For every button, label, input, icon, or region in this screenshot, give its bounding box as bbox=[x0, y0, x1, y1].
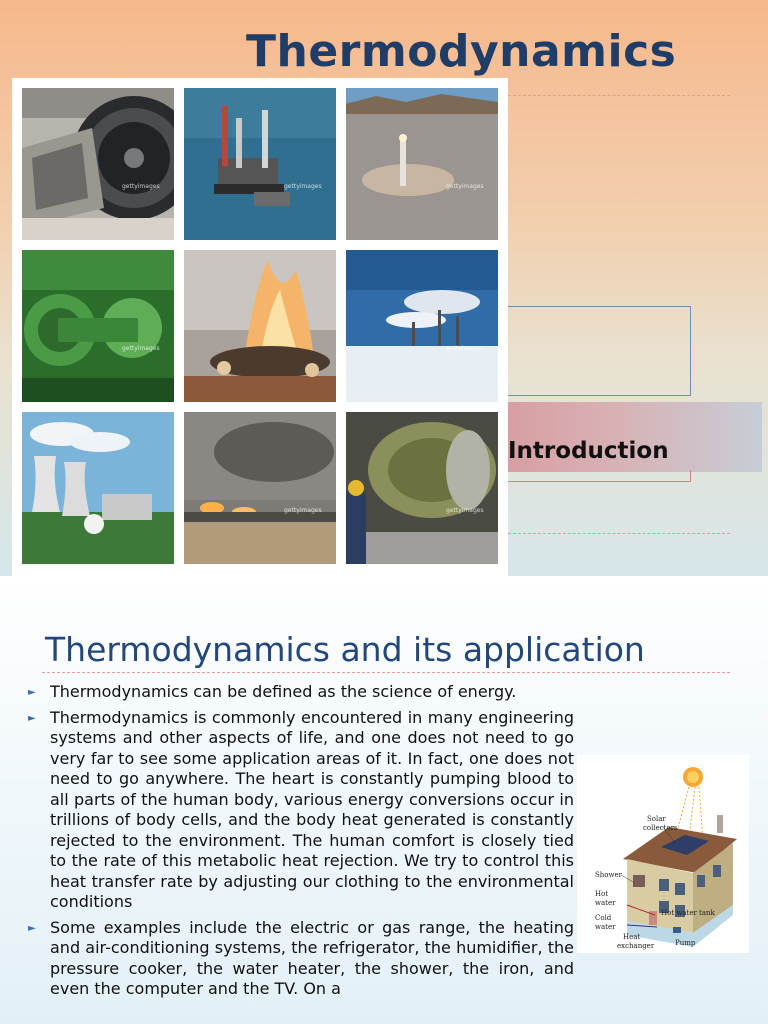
solar-tower-photo bbox=[346, 88, 498, 240]
svg-text:gettyimages: gettyimages bbox=[446, 183, 484, 190]
bullet-text: Some examples include the electric or gas range, the heating and air-conditioning systems, the refrigerator, the humidifier, the pressure cooker, the water heater, the shower, the iron, and even the computer and the TV. On a bbox=[50, 917, 574, 998]
content-slide bbox=[0, 576, 768, 1024]
content-title: Thermodynamics and its application bbox=[45, 630, 645, 669]
svg-text:gettyimages: gettyimages bbox=[284, 183, 322, 190]
cooling-towers-photo bbox=[22, 412, 174, 564]
label-hot-water: water bbox=[595, 899, 616, 907]
bullet-item bbox=[26, 918, 574, 1000]
sun-icon bbox=[683, 767, 703, 787]
bullet-text: Thermodynamics can be defined as the science of energy. bbox=[50, 682, 517, 701]
bullet-arrow-icon: ► bbox=[28, 922, 36, 934]
bullet-arrow-icon: ► bbox=[28, 687, 36, 698]
label-hot: Hot bbox=[595, 890, 609, 898]
label-collectors: collectors bbox=[643, 824, 678, 832]
label-solar: Solar bbox=[647, 815, 666, 823]
bullet-arrow-icon: ► bbox=[28, 712, 36, 724]
turbine-blades-photo bbox=[346, 412, 498, 564]
label-exchanger: exchanger bbox=[617, 942, 655, 950]
label-cold-water: water bbox=[595, 923, 616, 931]
svg-text:gettyimages: gettyimages bbox=[446, 345, 484, 352]
label-tank: Hot water tank bbox=[661, 909, 715, 917]
getty-watermark: gettyimages bbox=[122, 183, 160, 190]
gas-flares-photo bbox=[184, 412, 336, 564]
smokestacks-photo bbox=[346, 250, 498, 402]
decorative-frame-red bbox=[490, 470, 691, 482]
divider-top bbox=[508, 95, 730, 96]
label-pump: Pump bbox=[675, 939, 696, 947]
bullet-item bbox=[26, 682, 574, 703]
label-cold: Cold bbox=[595, 914, 612, 922]
bullet-item bbox=[26, 708, 574, 913]
steam-turbine-photo bbox=[22, 250, 174, 402]
title-divider bbox=[42, 672, 730, 673]
slide-title: Thermodynamics bbox=[246, 26, 677, 77]
label-heat: Heat bbox=[623, 933, 641, 941]
offshore-rig-photo bbox=[184, 88, 336, 240]
slide-subtitle: Introduction bbox=[508, 438, 669, 464]
bullet-text: Thermodynamics is commonly encountered in many engineering systems and other aspects of life, and one does not need to go very far to see some application areas of it. In fact, one does not need to go anywhere. The heart is constantly pumping blood to all parts of the human body, various energy conversions occur in trillions of body cells, and the body heat generated is constantly rejected to the environment. The human comfort is closely tied to the rate of this metabolic heat rejection. We try to control this heat transfer rate by adjusting our clothing to the environmental conditions bbox=[50, 707, 574, 911]
jet-engine-photo bbox=[22, 88, 174, 240]
fire-photo bbox=[184, 250, 336, 402]
svg-text:gettyimages: gettyimages bbox=[284, 507, 322, 514]
divider-bottom bbox=[508, 533, 730, 534]
bullet-list bbox=[26, 682, 574, 1005]
image-collage bbox=[12, 78, 508, 576]
label-shower: Shower bbox=[595, 871, 622, 879]
svg-text:gettyimages: gettyimages bbox=[446, 507, 484, 514]
svg-text:gettyimages: gettyimages bbox=[122, 345, 160, 352]
decorative-frame-blue bbox=[490, 306, 691, 396]
solar-house-figure bbox=[577, 755, 749, 953]
